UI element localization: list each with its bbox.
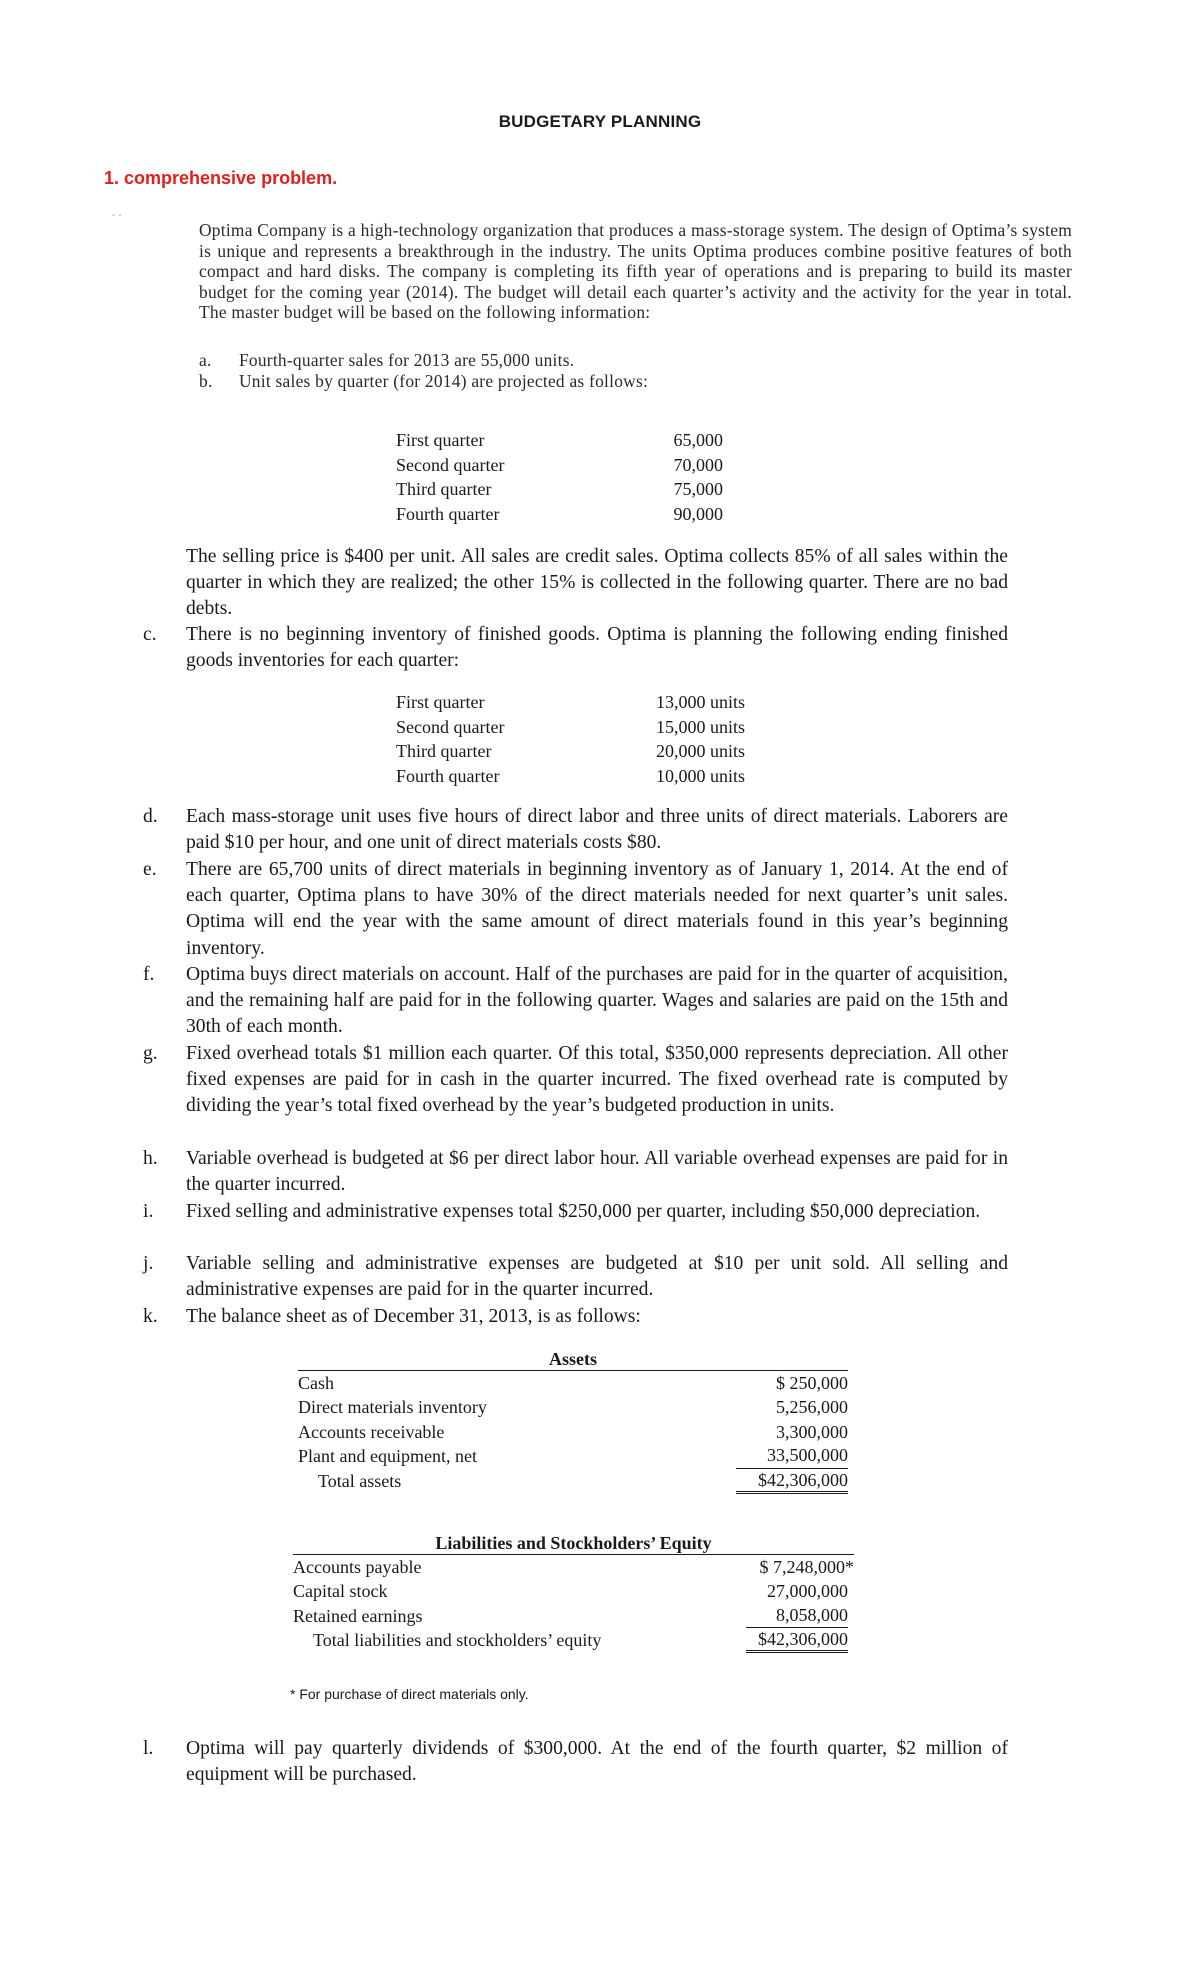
problem-heading: 1. comprehensive problem. <box>104 168 338 188</box>
item-label: j. <box>143 1253 154 1274</box>
item-label: e. <box>143 859 157 880</box>
list-item-d <box>143 804 1008 856</box>
scan-mark: - - <box>112 210 122 221</box>
intro-paragraph: Optima Company is a high-technology organization that produces a mass-storage system. The design of Optima’s system is unique and represents a breakthrough in the industry. The units Optima produces combine positive features of both compact and hard disks. The company is completing its fifth year of operations and is preparing to build its master budget for the coming year (2014). The budget will detail each quarter’s activity and the activity for the year in total. The master budget will be based on the following information: <box>199 220 1072 323</box>
table-row <box>293 1579 854 1603</box>
quarter-name: Second quarter <box>396 454 505 475</box>
row-amount: 8,058,000 <box>746 1604 848 1628</box>
table-row <box>396 715 745 740</box>
total-amount: $42,306,000 <box>736 1469 848 1494</box>
quarter-value: 15,000 units <box>655 716 745 737</box>
quarter-value: 90,000 <box>673 503 723 524</box>
assets-table <box>298 1348 848 1494</box>
quarter-name: First quarter <box>396 430 485 450</box>
list-item <box>199 371 1072 392</box>
footnote: * For purchase of direct materials only. <box>290 1686 529 1702</box>
total-name: Total assets <box>318 1470 402 1491</box>
table-row <box>396 690 745 715</box>
item-text: Optima will pay quarterly dividends of $300,000. At the end of the fourth quarter, $2 million of equipment will be purchased. <box>186 1738 1008 1786</box>
row-name: Cash <box>298 1373 334 1393</box>
list-item-l <box>143 1736 1008 1788</box>
row-name: Accounts receivable <box>298 1421 445 1442</box>
item-text: Variable selling and administrative expenses are budgeted at $10 per unit sold. All selling and administrative expenses are paid for in the quarter incurred. <box>186 1253 1008 1301</box>
item-text: The balance sheet as of December 31, 2013, is as follows: <box>186 1306 641 1327</box>
item-label: d. <box>143 806 158 827</box>
row-name: Plant and equipment, net <box>298 1446 477 1467</box>
row-amount: $ 250,000 <box>776 1373 848 1393</box>
item-label: k. <box>143 1306 158 1327</box>
item-label: g. <box>143 1043 158 1064</box>
item-text: Fourth-quarter sales for 2013 are 55,000 units. <box>239 350 575 370</box>
list-item-i <box>143 1199 1008 1225</box>
quarter-value: 13,000 units <box>655 692 745 712</box>
item-text: Variable overhead is budgeted at $6 per direct labor hour. All variable overhead expenses are paid for in the quarter incurred. <box>186 1148 1008 1196</box>
item-text: Unit sales by quarter (for 2014) are projected as follows: <box>239 370 649 391</box>
table-row <box>396 477 723 502</box>
quarter-value: 65,000 <box>673 430 723 450</box>
list-item <box>199 350 1072 371</box>
item-text: There are 65,700 units of direct materials in beginning inventory as of January 1, 2014. At the end of each quarter, Optima plans to have 30% of the direct materials needed for next quarter’s unit sales. Optima will end the year with the same amount of direct materials found in this year’s beginning inventory. <box>186 859 1008 959</box>
item-text: Optima buys direct materials on account. Half of the purchases are paid for in the quarter of acquisition, and the remaining half are paid for in the following quarter. Wages and salaries are paid on the 15th and 30th of each month. <box>186 964 1008 1038</box>
selling-price-paragraph: The selling price is $400 per unit. All sales are credit sales. Optima collects 85% of all sales within the quarter in which they are realized; the other 15% is collected in the following quarter. There are no bad debts. <box>186 546 1008 620</box>
total-name: Total liabilities and stockholders’ equity <box>313 1630 602 1651</box>
item-label: b. <box>199 370 213 391</box>
row-name: Retained earnings <box>293 1605 423 1626</box>
assets-heading: Assets <box>549 1349 597 1369</box>
total-amount: $42,306,000 <box>746 1628 848 1653</box>
table-row <box>298 1395 848 1419</box>
list-item-c <box>143 622 1008 674</box>
item-text: Fixed overhead totals $1 million each quarter. Of this total, $350,000 represents depreciation. All other fixed expenses are paid for in cash in the quarter incurred. The fixed overhead rate is computed by dividing the year’s total fixed overhead by the year’s budgeted production in units. <box>186 1043 1008 1117</box>
quarter-name: Third quarter <box>396 741 492 761</box>
item-text: Each mass-storage unit uses five hours of direct labor and three units of direct materials. Laborers are paid $10 per hour, and one unit of direct materials costs $80. <box>186 806 1008 854</box>
row-name: Capital stock <box>293 1581 388 1602</box>
unit-sales-table <box>396 428 723 526</box>
row-amount: 33,500,000 <box>736 1444 848 1468</box>
list-item-e <box>143 857 1008 962</box>
item-label: l. <box>143 1738 154 1759</box>
table-row <box>293 1555 854 1579</box>
item-label: f. <box>143 964 155 985</box>
ending-inventory-table <box>396 690 745 788</box>
table-row <box>396 502 723 527</box>
item-label: a. <box>199 350 212 370</box>
table-row <box>396 428 723 453</box>
quarter-name: First quarter <box>396 692 485 712</box>
list-item-k <box>143 1304 1008 1330</box>
quarter-value: 20,000 units <box>655 741 745 761</box>
liabilities-table <box>293 1532 854 1653</box>
table-row <box>298 1420 848 1444</box>
quarter-name: Fourth quarter <box>396 765 500 786</box>
quarter-name: Third quarter <box>396 479 492 499</box>
quarter-name: Second quarter <box>396 716 505 737</box>
item-label: i. <box>143 1201 154 1222</box>
table-row <box>396 739 745 764</box>
table-row <box>298 1444 848 1468</box>
total-row <box>293 1628 854 1653</box>
row-amount: 5,256,000 <box>776 1397 848 1418</box>
total-row <box>298 1469 848 1494</box>
intro-list <box>199 350 1072 391</box>
liabilities-heading: Liabilities and Stockholders’ Equity <box>435 1533 712 1553</box>
table-row <box>396 453 723 478</box>
item-text: There is no beginning inventory of finished goods. Optima is planning the following ending finished goods inventories for each quarter: <box>186 624 1008 672</box>
table-row <box>298 1371 848 1395</box>
item-text: Fixed selling and administrative expenses total $250,000 per quarter, including $50,000 depreciation. <box>186 1201 981 1222</box>
list-item-h <box>143 1146 1008 1198</box>
table-row <box>293 1604 854 1628</box>
list-item-g <box>143 1041 1008 1120</box>
quarter-value: 70,000 <box>673 454 723 475</box>
item-label: c. <box>143 624 157 645</box>
list-item-j <box>143 1251 1008 1303</box>
row-name: Direct materials inventory <box>298 1397 487 1418</box>
row-amount: 27,000,000 <box>767 1581 848 1602</box>
table-row <box>396 764 745 789</box>
quarter-name: Fourth quarter <box>396 503 500 524</box>
list-item-f <box>143 962 1008 1041</box>
quarter-value: 10,000 units <box>655 765 745 786</box>
item-label: h. <box>143 1148 158 1169</box>
row-amount: 3,300,000 <box>776 1421 848 1442</box>
quarter-value: 75,000 <box>673 479 723 499</box>
row-amount: $ 7,248,000* <box>759 1557 854 1577</box>
row-name: Accounts payable <box>293 1557 422 1577</box>
page-title: BUDGETARY PLANNING <box>498 112 702 131</box>
